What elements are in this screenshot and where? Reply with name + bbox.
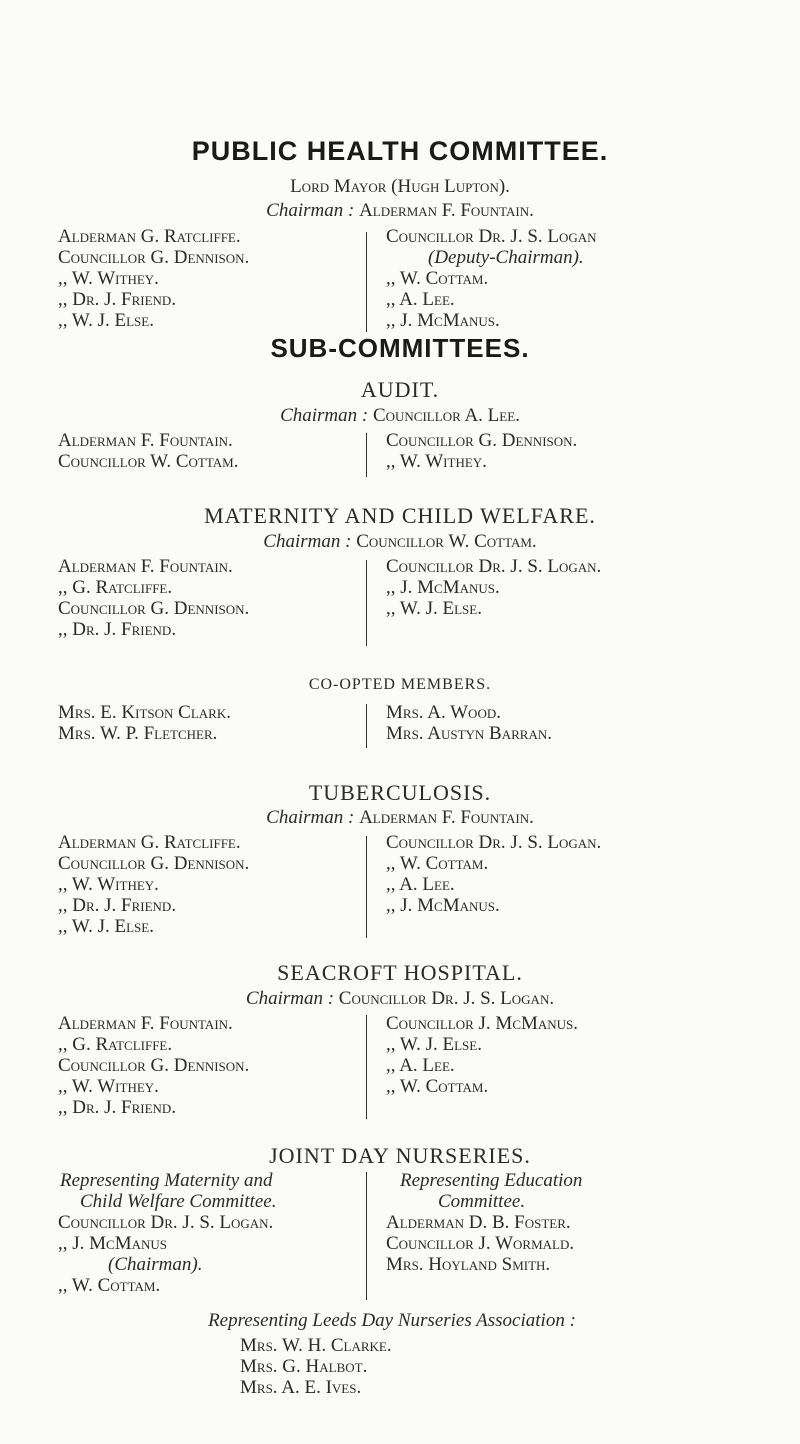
- main-right-column: [386, 226, 597, 331]
- member: Mrs. A. Wood.: [386, 702, 501, 723]
- member: Councillor G. Dennison.: [58, 247, 250, 268]
- member: ,, W. Cottam.: [58, 1275, 161, 1296]
- group-heading: Representing Maternity and: [60, 1170, 273, 1191]
- member: Councillor J. Wormald.: [386, 1233, 575, 1254]
- member: ,, Dr. J. Friend.: [58, 289, 177, 310]
- member: Councillor G. Dennison.: [58, 1055, 250, 1076]
- chairman-label: Chairman :: [280, 405, 369, 426]
- member: ,, W. J. Else.: [58, 916, 154, 937]
- member: ,, Dr. J. Friend.: [58, 619, 177, 640]
- column-divider: [366, 1172, 367, 1300]
- member: ,, W. Cottam.: [386, 268, 489, 289]
- member: Mrs. W. H. Clarke.: [240, 1335, 392, 1356]
- association-heading: Representing Leeds Day Nurseries Association :: [208, 1310, 576, 1331]
- member: Mrs. A. E. Ives.: [240, 1377, 362, 1398]
- seacroft-title: SEACROFT HOSPITAL.: [277, 960, 523, 985]
- chairman-label: Chairman :: [266, 807, 355, 828]
- member: ,, J. McManus.: [386, 577, 500, 598]
- member: Mrs. G. Halbot.: [240, 1356, 368, 1377]
- tuberculosis-chairman-line: [0, 807, 800, 829]
- member: ,, J. McManus.: [386, 310, 500, 331]
- coopted-title: CO-OPTED MEMBERS.: [308, 676, 492, 693]
- member: Councillor Dr. J. S. Logan.: [58, 1212, 274, 1233]
- member: ,, J. McManus.: [386, 895, 500, 916]
- association-column: [240, 1335, 392, 1398]
- nurseries-left-column: [58, 1170, 277, 1296]
- member: ,, W. Withey.: [386, 451, 487, 472]
- member: Alderman F. Fountain.: [58, 430, 233, 451]
- member: Alderman F. Fountain.: [58, 556, 233, 577]
- member: ,, W. J. Else.: [386, 598, 482, 619]
- maternity-title: MATERNITY AND CHILD WELFARE.: [204, 503, 596, 528]
- chairman-name: Councillor Dr. J. S. Logan.: [338, 988, 555, 1009]
- member: Alderman D. B. Foster.: [386, 1212, 571, 1233]
- maternity-right-column: [386, 556, 601, 619]
- seacroft-chairman-line: [0, 988, 800, 1010]
- member: Mrs. W. P. Fletcher.: [58, 723, 218, 744]
- group-heading: Child Welfare Committee.: [80, 1191, 277, 1212]
- audit-right-column: [386, 430, 577, 472]
- member: Councillor G. Dennison.: [58, 598, 250, 619]
- member: ,, Dr. J. Friend.: [58, 1097, 177, 1118]
- member: Mrs. Hoyland Smith.: [386, 1254, 551, 1275]
- member: ,, A. Lee.: [386, 289, 455, 310]
- member: ,, Dr. J. Friend.: [58, 895, 177, 916]
- audit-chairman-line: [0, 405, 800, 427]
- chairman-name: Councillor W. Cottam.: [356, 531, 537, 552]
- column-divider: [366, 704, 367, 748]
- member: ,, A. Lee.: [386, 874, 455, 895]
- member: Councillor J. McManus.: [386, 1013, 579, 1034]
- column-divider: [366, 1015, 367, 1119]
- column-divider: [366, 836, 367, 938]
- member: ,, W. Withey.: [58, 1076, 159, 1097]
- member: ,, G. Ratcliffe.: [58, 1034, 173, 1055]
- nurseries-title: JOINT DAY NURSERIES.: [269, 1143, 531, 1168]
- member: Mrs. E. Kitson Clark.: [58, 702, 231, 723]
- lord-mayor: Lord Mayor (Hugh Lupton).: [290, 176, 510, 197]
- maternity-chairman-line: [0, 531, 800, 553]
- chairman-label: Chairman :: [263, 531, 352, 552]
- member: Councillor Dr. J. S. Logan: [386, 226, 597, 247]
- member: Councillor Dr. J. S. Logan.: [386, 832, 602, 853]
- member: ,, W. Cottam.: [386, 1076, 489, 1097]
- chairman-name: Alderman F. Fountain.: [359, 200, 534, 221]
- subcommittees-title: SUB-COMMITTEES.: [270, 333, 530, 363]
- member: Councillor Dr. J. S. Logan.: [386, 556, 602, 577]
- page-title: PUBLIC HEALTH COMMITTEE.: [191, 136, 609, 166]
- tuberculosis-right-column: [386, 832, 601, 916]
- maternity-left-column: [58, 556, 249, 640]
- member: Alderman G. Ratcliffe.: [58, 226, 241, 247]
- member: ,, W. J. Else.: [58, 310, 154, 331]
- audit-title: AUDIT.: [360, 377, 440, 402]
- member-note: (Deputy-Chairman).: [428, 247, 584, 268]
- member-note: (Chairman).: [108, 1254, 203, 1275]
- seacroft-right-column: [386, 1013, 578, 1097]
- member: ,, W. Cottam.: [386, 853, 489, 874]
- member: Mrs. Austyn Barran.: [386, 723, 552, 744]
- member: Councillor G. Dennison.: [386, 430, 578, 451]
- member: ,, G. Ratcliffe.: [58, 577, 173, 598]
- column-divider: [366, 433, 367, 477]
- member: Councillor G. Dennison.: [58, 853, 250, 874]
- chairman-name: Alderman F. Fountain.: [359, 807, 534, 828]
- member: Alderman F. Fountain.: [58, 1013, 233, 1034]
- member: Councillor W. Cottam.: [58, 451, 239, 472]
- main-chairman-line: [0, 200, 800, 222]
- audit-left-column: [58, 430, 238, 472]
- column-divider: [366, 560, 367, 646]
- chairman-label: Chairman :: [266, 200, 355, 221]
- member: ,, W. Withey.: [58, 268, 159, 289]
- chairman-label: Chairman :: [245, 988, 335, 1009]
- nurseries-right-column: [386, 1170, 582, 1275]
- main-left-column: [58, 226, 249, 331]
- chairman-name: Councillor A. Lee.: [372, 405, 520, 426]
- group-heading: Committee.: [438, 1191, 526, 1212]
- tuberculosis-left-column: [58, 832, 249, 937]
- seacroft-left-column: [58, 1013, 249, 1118]
- member: ,, W. J. Else.: [386, 1034, 482, 1055]
- coopted-right-column: [386, 702, 552, 744]
- member: ,, A. Lee.: [386, 1055, 455, 1076]
- member: ,, J. McManus: [58, 1233, 167, 1254]
- tuberculosis-title: TUBERCULOSIS.: [308, 780, 492, 805]
- member: Alderman G. Ratcliffe.: [58, 832, 241, 853]
- group-heading: Representing Education: [400, 1170, 583, 1191]
- coopted-left-column: [58, 702, 231, 744]
- column-divider: [366, 232, 367, 332]
- member: ,, W. Withey.: [58, 874, 159, 895]
